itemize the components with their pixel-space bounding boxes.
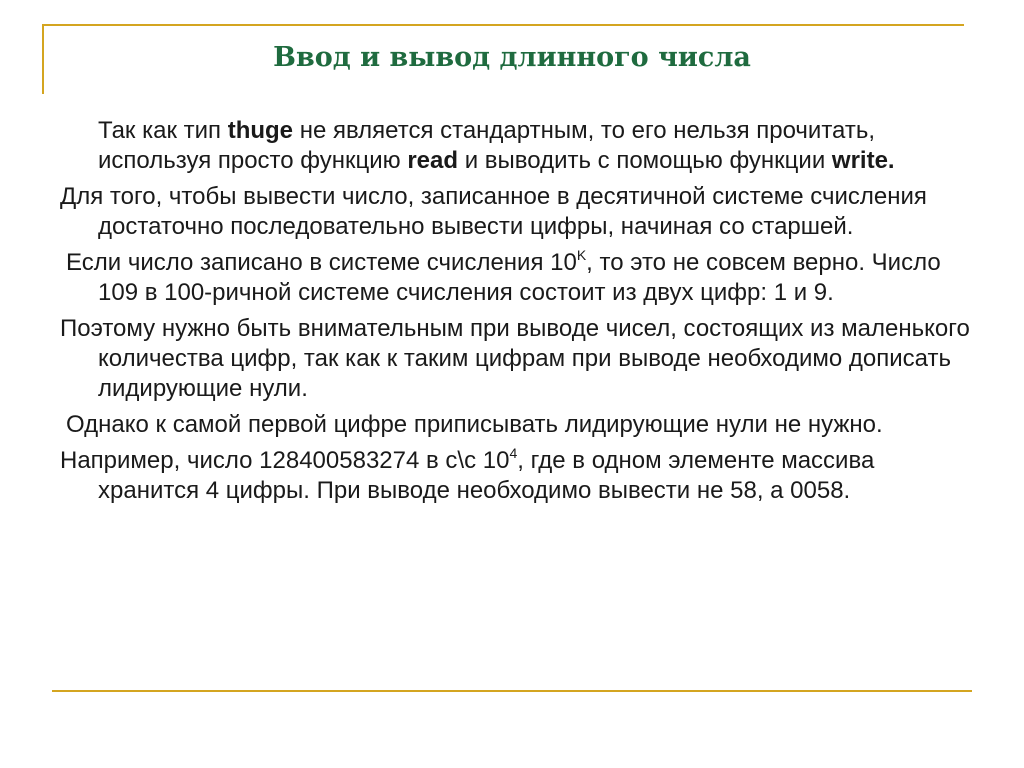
p1-keyword-thuge: thuge: [227, 117, 294, 144]
p1-text-3: и выводить с помощью функции: [458, 147, 832, 174]
paragraph-6: [60, 446, 980, 506]
frame-bottom-line: [52, 690, 972, 692]
slide-body: [60, 116, 980, 512]
paragraph-2: Для того, чтобы вывести число, записанное в десятичной системе счисления достаточно последовательно вывести цифры, начиная со старшей.: [60, 183, 927, 240]
p3-superscript: K: [576, 247, 587, 263]
paragraph-4: Поэтому нужно быть внимательным при выводе чисел, состоящих из маленького количества цифр, так как к таким цифрам при выводе необходимо дописать лидирующие нули.: [60, 315, 970, 402]
p6-text-2: , где в одном элементе массива хранится 4 цифры. При выводе необходимо вывести не 58, а 0058.: [98, 447, 875, 504]
p3-text-1: Если число записано в системе счисления 10: [66, 249, 577, 276]
p1-text-1: Так как тип: [98, 117, 228, 144]
p6-text-1: Например, число 128400583274 в с\с 10: [60, 447, 510, 474]
p1-keyword-read: read: [407, 147, 459, 174]
paragraph-3: [60, 248, 980, 308]
p6-superscript: 4: [509, 445, 518, 461]
slide-title: Ввод и вывод длинного числа: [273, 42, 751, 73]
frame-top-line: [42, 24, 964, 26]
paragraph-1: [60, 116, 980, 176]
p3-text-2: , то это не совсем верно. Число 109 в 100-ричной системе счисления состоит из двух цифр: 1 и 9.: [98, 249, 941, 306]
paragraph-5: Однако к самой первой цифре приписывать лидирующие нули не нужно.: [66, 411, 883, 438]
p1-text-2: не является стандартным, то его нельзя прочитать, используя просто функцию: [98, 117, 876, 174]
p1-keyword-write: write.: [831, 147, 895, 174]
